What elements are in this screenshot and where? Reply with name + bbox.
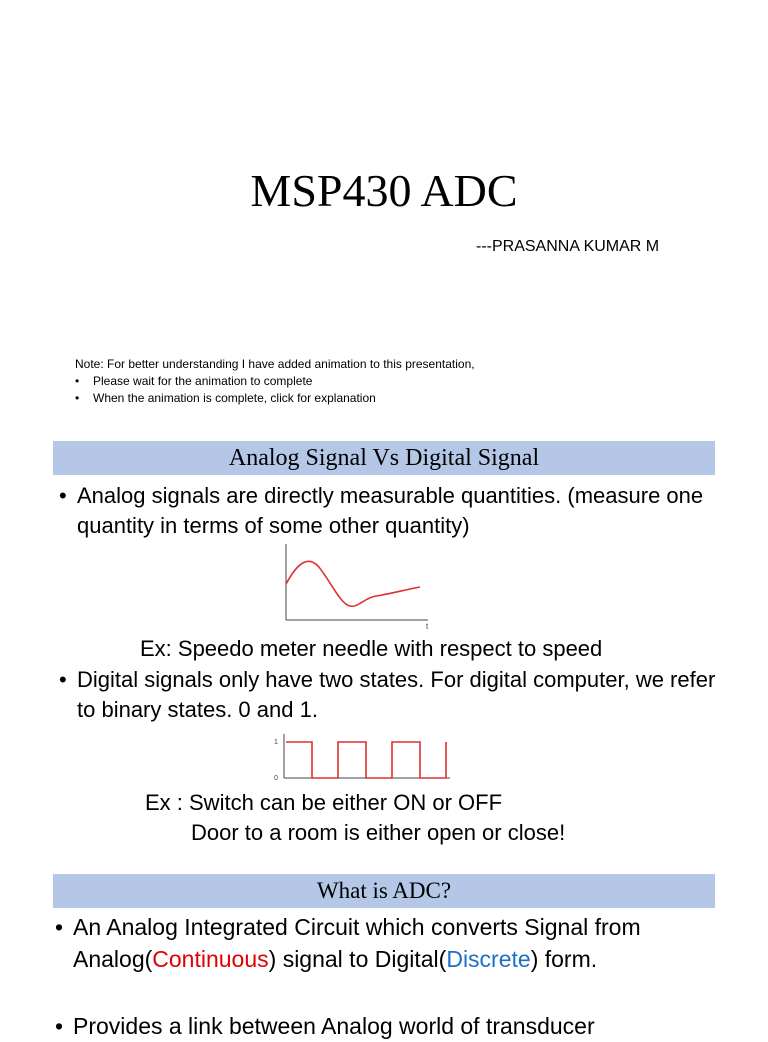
slide-title: MSP430 ADC	[250, 165, 518, 216]
adc-def-text-mid: ) signal to Digital(	[268, 946, 447, 972]
bullet-adc-definition	[55, 911, 713, 975]
bullet-digital-text: Digital signals only have two states. For digital computer, we refer to binary states. 0 and 1.	[77, 667, 716, 722]
bullet-adc-link	[55, 1010, 713, 1042]
adc-def-discrete: Discrete	[446, 946, 531, 972]
analog-signal-curve	[286, 561, 420, 606]
digital-tick-high: 1	[274, 739, 278, 746]
bullet-adc-link-text: Provides a link between Analog world of transducer	[73, 1013, 595, 1039]
digital-square-wave	[286, 742, 446, 778]
note-intro: Note: For better understanding I have added animation to this presentation,	[75, 357, 475, 371]
bullet-digital	[59, 665, 717, 725]
bullet-dot: •	[59, 667, 67, 692]
adc-def-text-pre: An Analog Integrated Circuit which converts Signal from Analog(	[73, 914, 641, 972]
bullet-dot: •	[55, 914, 64, 940]
section-heading-analog-digital: Analog Signal Vs Digital Signal	[53, 441, 715, 475]
bullet-analog-text: Analog signals are directly measurable quantities. (measure one quantity in terms of some other quantity)	[77, 483, 704, 538]
example-digital-line1: Ex : Switch can be either ON or OFF	[145, 790, 503, 815]
note-item: • When the animation is complete, click for explanation	[75, 390, 475, 407]
analog-axis-label: t	[426, 622, 429, 630]
note-block	[75, 356, 475, 407]
adc-def-text-post: ) form.	[530, 946, 598, 972]
analog-signal-figure	[276, 540, 436, 630]
example-digital-line2: Door to a room is either open or close!	[191, 820, 566, 845]
bullet-analog	[59, 481, 717, 541]
author-name: ---PRASANNA KUMAR M	[476, 238, 660, 255]
bullet-dot: •	[59, 483, 67, 508]
bullet-dot: •	[55, 1013, 64, 1039]
example-analog: Ex: Speedo meter needle with respect to speed	[140, 636, 603, 661]
note-item: • Please wait for the animation to complete	[75, 373, 475, 390]
digital-tick-low: 0	[274, 775, 278, 782]
digital-signal-figure	[268, 730, 454, 784]
section-heading-what-is-adc: What is ADC?	[53, 874, 715, 908]
adc-def-continuous: Continuous	[152, 946, 269, 972]
